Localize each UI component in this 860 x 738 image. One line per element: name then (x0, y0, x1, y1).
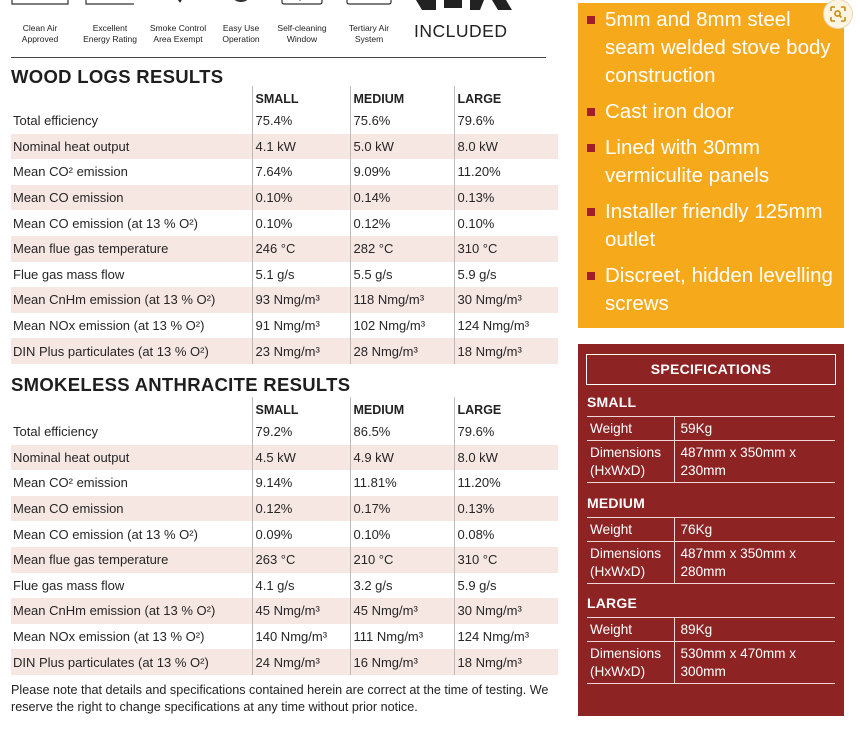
divider (11, 57, 546, 58)
visual-search-icon (830, 6, 846, 22)
table-row (587, 441, 835, 483)
bullet-icon (587, 108, 595, 116)
cell-large: 0.08% (454, 521, 558, 547)
header-blank (11, 86, 252, 108)
table-row (11, 649, 558, 675)
spec-value: 89Kg (674, 618, 835, 642)
spec-key-line2: (HxWxD) (590, 463, 646, 478)
spec-value: 76Kg (674, 518, 835, 542)
cell-small: 93 Nmg/m³ (252, 287, 350, 313)
table-row (11, 210, 558, 236)
wood-logs-title: WOOD LOGS RESULTS (11, 66, 224, 87)
cell-medium: 5.5 g/s (350, 262, 454, 288)
row-label: Nominal heat output (11, 134, 252, 160)
feature-caption-line1: Excellent (92, 23, 128, 33)
table-row (11, 419, 558, 445)
cell-small: 45 Nmg/m³ (252, 598, 350, 624)
anthracite-table (11, 397, 558, 675)
spec-key-line1: Dimensions (590, 646, 662, 661)
cell-small: 140 Nmg/m³ (252, 624, 350, 650)
cell-medium: 75.6% (350, 108, 454, 134)
list-item (587, 134, 837, 190)
cell-large: 124 Nmg/m³ (454, 624, 558, 650)
row-label: Nominal heat output (11, 445, 252, 471)
spec-key (587, 542, 674, 584)
feature-caption-line1: Easy Use (222, 23, 260, 33)
spec-key: Weight (587, 417, 674, 441)
energy-rating-icon (74, 0, 146, 10)
self-cleaning-window-icon (266, 0, 338, 10)
feature-text: Cast iron door (605, 100, 734, 123)
spec-key-line1: Dimensions (590, 445, 662, 460)
feature-text: Installer friendly 125mm outlet (605, 200, 823, 251)
row-label: Mean CO emission (11, 185, 252, 211)
cell-large: 8.0 kW (454, 134, 558, 160)
column-header-small: SMALL (252, 397, 350, 419)
cell-small: 91 Nmg/m³ (252, 313, 350, 339)
cell-small: 5.1 g/s (252, 262, 350, 288)
cell-small: 79.2% (252, 419, 350, 445)
cell-medium: 86.5% (350, 419, 454, 445)
feature-caption-line2: System (354, 33, 384, 44)
spec-table-medium (587, 517, 835, 584)
spec-key-line2: (HxWxD) (590, 664, 646, 679)
spec-size-medium-label: MEDIUM (587, 495, 645, 511)
row-label: Mean CnHm emission (at 13 % O²) (11, 598, 252, 624)
features-list (587, 6, 837, 326)
cell-large: 5.9 g/s (454, 573, 558, 599)
cell-medium: 28 Nmg/m³ (350, 338, 454, 364)
bullet-icon (587, 272, 595, 280)
row-label: Total efficiency (13, 424, 99, 440)
cell-small: 23 Nmg/m³ (252, 338, 350, 364)
spec-value-line1: 487mm x 350mm x (680, 445, 797, 460)
cell-small: 4.5 kW (252, 445, 350, 471)
cell-medium: 111 Nmg/m³ (350, 624, 454, 650)
row-label: Mean NOx emission (at 13 % O²) (13, 318, 205, 334)
table-row (587, 518, 835, 542)
specifications-panel (578, 344, 844, 716)
row-label: Mean CO emission (at 13 % O²) (13, 526, 198, 542)
cell-large: 310 °C (454, 547, 558, 573)
row-label: Flue gas mass flow (13, 266, 125, 282)
cell-small: 75.4% (252, 108, 350, 134)
cell-medium: 0.14% (350, 185, 454, 211)
table-row (587, 618, 835, 642)
cell-medium: 3.2 g/s (350, 573, 454, 599)
table-row (11, 573, 558, 599)
bullet-icon (587, 208, 595, 216)
tertiary-air-icon (333, 0, 405, 10)
table-row (11, 547, 558, 573)
visual-search-button[interactable] (824, 0, 852, 28)
table-row (11, 313, 558, 339)
feature-caption-line2: Energy Rating (83, 33, 137, 44)
row-label: DIN Plus particulates (at 13 % O²) (11, 649, 252, 675)
table-row (11, 338, 558, 364)
row-label: Mean CO emission (at 13 % O²) (13, 215, 198, 231)
table-row (11, 521, 558, 547)
cell-medium: 282 °C (350, 236, 454, 262)
row-label: DIN Plus particulates (at 13 % O²) (11, 338, 252, 364)
cell-medium: 11.81% (350, 470, 454, 496)
spec-value-line1: 487mm x 350mm x (680, 546, 797, 561)
anthracite-title: SMOKELESS ANTHRACITE RESULTS (11, 374, 351, 395)
cell-large: 30 Nmg/m³ (454, 598, 558, 624)
table-row (11, 287, 558, 313)
table-row (11, 159, 558, 185)
feature-icon-strip (0, 0, 545, 58)
cell-medium: 45 Nmg/m³ (350, 598, 454, 624)
cell-small: 4.1 kW (252, 134, 350, 160)
table-row (11, 262, 558, 288)
row-label: Mean flue gas temperature (11, 236, 252, 262)
row-label: Mean CnHm emission (at 13 % O²) (11, 287, 252, 313)
feature-caption-line1: Smoke Control (149, 23, 207, 33)
feature-caption-line2: Window (286, 33, 318, 44)
cell-large: 5.9 g/s (454, 262, 558, 288)
spec-value (674, 642, 835, 684)
feature-caption-line1: Tertiary Air (348, 23, 390, 33)
spec-key-line1: Dimensions (590, 546, 662, 561)
list-item (587, 198, 837, 254)
table-row (11, 598, 558, 624)
row-label: Mean CO² emission (13, 164, 128, 180)
feature-text: Discreet, hidden levelling screws (605, 264, 833, 315)
included-logo-icon (414, 0, 514, 10)
cell-small: 4.1 g/s (252, 573, 350, 599)
cell-medium: 210 °C (350, 547, 454, 573)
cell-medium: 9.09% (350, 159, 454, 185)
cell-large: 18 Nmg/m³ (454, 649, 558, 675)
spec-key-line2: (HxWxD) (590, 564, 646, 579)
spec-key: Weight (587, 518, 674, 542)
spec-size-small-label: SMALL (587, 394, 637, 410)
list-item (587, 98, 837, 126)
cell-medium: 0.12% (350, 210, 454, 236)
table-row (11, 108, 558, 134)
spec-value (674, 441, 835, 483)
cell-large: 8.0 kW (454, 445, 558, 471)
spec-value-line2: 230mm (680, 463, 726, 478)
specifications-title: SPECIFICATIONS (586, 354, 836, 385)
cell-medium: 102 Nmg/m³ (350, 313, 454, 339)
table-row (587, 417, 835, 441)
table-row (11, 470, 558, 496)
features-panel (578, 3, 844, 328)
spec-key (587, 642, 674, 684)
bullet-icon (587, 16, 595, 24)
column-header-small: SMALL (252, 86, 350, 108)
spec-key (587, 441, 674, 483)
cell-small: 0.10% (252, 185, 350, 211)
table-header-row (11, 397, 558, 419)
row-label: Flue gas mass flow (13, 577, 125, 593)
cell-small: 7.64% (252, 159, 350, 185)
row-label: Mean flue gas temperature (11, 547, 252, 573)
feature-caption-line1: Self-cleaning (277, 23, 327, 33)
spec-value-line1: 530mm x 470mm x (680, 646, 797, 661)
disclaimer-note: Please note that details and specifications contained herein are correct at the time of testing. We reserve the right to change specifications at any time without prior notice. (11, 683, 549, 714)
table-row (11, 134, 558, 160)
cell-large: 18 Nmg/m³ (454, 338, 558, 364)
spec-value-line2: 280mm (680, 564, 726, 579)
included-label: INCLUDED (414, 21, 508, 41)
column-header-medium: MEDIUM (350, 86, 454, 108)
table-row (11, 236, 558, 262)
row-label: Mean CO² emission (13, 475, 128, 491)
cell-small: 0.09% (252, 521, 350, 547)
cell-small: 246 °C (252, 236, 350, 262)
spec-table-large (587, 617, 835, 684)
list-item (587, 6, 837, 90)
header-blank (11, 397, 252, 419)
feature-caption-line1: Clean Air (22, 23, 58, 33)
spec-key: Weight (587, 618, 674, 642)
column-header-large: LARGE (454, 397, 558, 419)
feature-caption-line2: Operation (222, 33, 260, 44)
row-label: Mean CO emission (11, 496, 252, 522)
table-row (11, 445, 558, 471)
table-row (11, 496, 558, 522)
cell-medium: 16 Nmg/m³ (350, 649, 454, 675)
clean-air-icon (4, 0, 76, 10)
spec-size-large-label: LARGE (587, 595, 637, 611)
cell-small: 0.10% (252, 210, 350, 236)
feature-caption-line2: Approved (21, 33, 59, 44)
wood-logs-table (11, 86, 558, 364)
column-header-large: LARGE (454, 86, 558, 108)
cell-large: 79.6% (454, 108, 558, 134)
table-header-row (11, 86, 558, 108)
cell-medium: 5.0 kW (350, 134, 454, 160)
spec-table-small (587, 416, 835, 483)
cell-medium: 118 Nmg/m³ (350, 287, 454, 313)
cell-large: 11.20% (454, 159, 558, 185)
row-label: Total efficiency (13, 113, 99, 129)
cell-medium: 0.17% (350, 496, 454, 522)
spec-value: 59Kg (674, 417, 835, 441)
cell-medium: 4.9 kW (350, 445, 454, 471)
cell-large: 310 °C (454, 236, 558, 262)
cell-large: 124 Nmg/m³ (454, 313, 558, 339)
spec-value (674, 542, 835, 584)
feature-text: Lined with 30mm vermiculite panels (605, 136, 770, 187)
cell-large: 11.20% (454, 470, 558, 496)
cell-small: 263 °C (252, 547, 350, 573)
cell-medium: 0.10% (350, 521, 454, 547)
cell-large: 79.6% (454, 419, 558, 445)
feature-caption-line2: Area Exempt (153, 33, 203, 44)
table-row (11, 624, 558, 650)
table-row (587, 642, 835, 684)
table-row (587, 542, 835, 584)
cell-large: 30 Nmg/m³ (454, 287, 558, 313)
cell-small: 0.12% (252, 496, 350, 522)
cell-small: 24 Nmg/m³ (252, 649, 350, 675)
table-row (11, 185, 558, 211)
bullet-icon (587, 144, 595, 152)
cell-small: 9.14% (252, 470, 350, 496)
spec-value-line2: 300mm (680, 664, 726, 679)
column-header-medium: MEDIUM (350, 397, 454, 419)
list-item (587, 262, 837, 318)
row-label: Mean NOx emission (at 13 % O²) (13, 629, 205, 645)
cell-large: 0.13% (454, 496, 558, 522)
cell-large: 0.10% (454, 210, 558, 236)
smoke-control-icon (142, 0, 214, 10)
cell-large: 0.13% (454, 185, 558, 211)
feature-text: 5mm and 8mm steel seam welded stove body construction (605, 8, 831, 87)
